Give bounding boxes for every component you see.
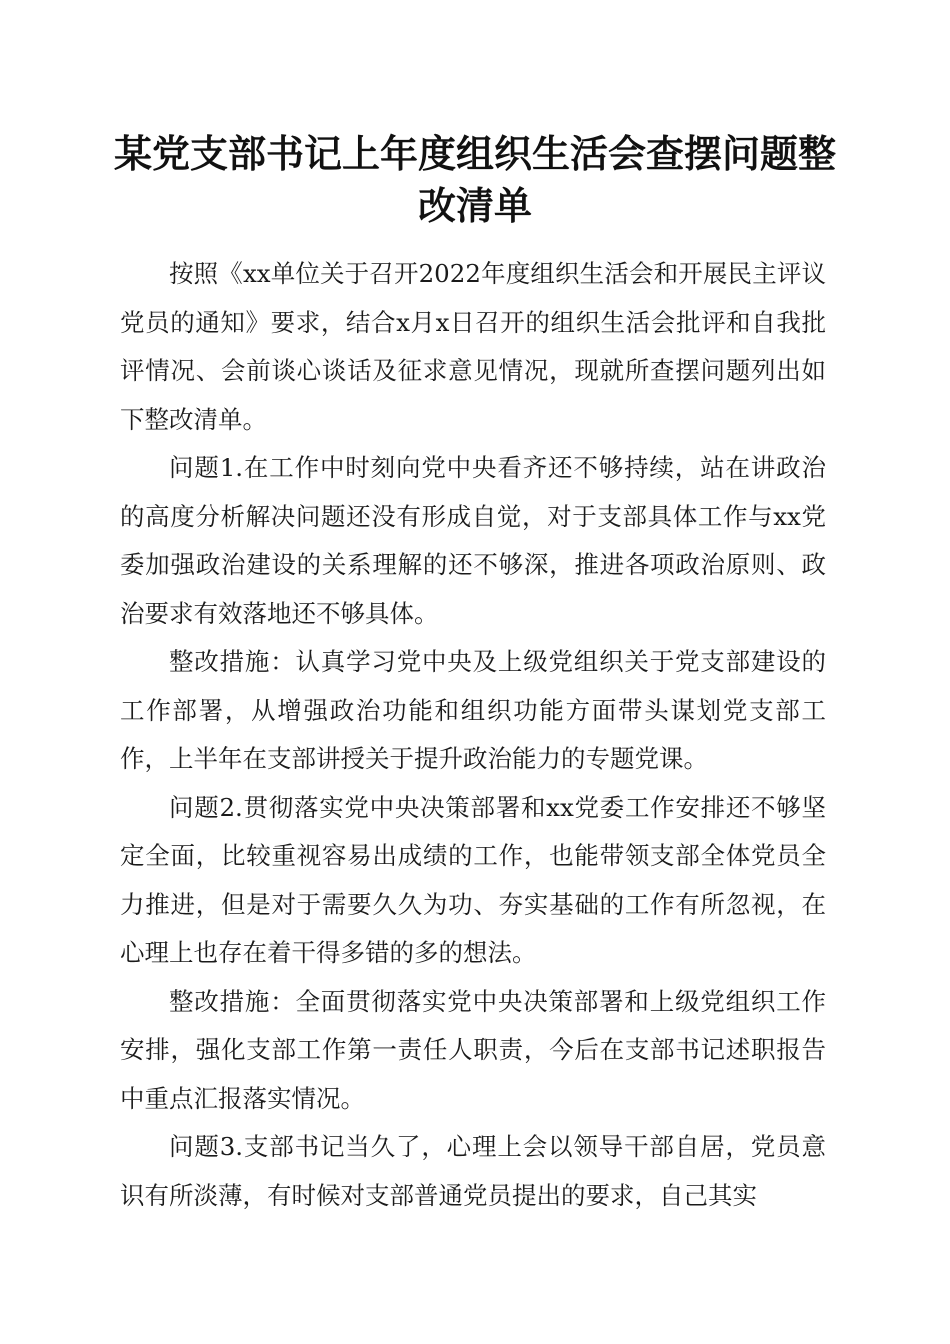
paragraph-measure-1: 整改措施：认真学习党中央及上级党组织关于党支部建设的工作部署，从增强政治功能和组织功能方面带头谋划党支部工作，上半年在支部讲授关于提升政治能力的专题党课。 bbox=[120, 647, 826, 773]
paragraph-intro: 按照《xx单位关于召开2022年度组织生活会和开展民主评议党员的通知》要求，结合x月x日召开的组织生活会批评和自我批评情况、会前谈心谈话及征求意见情况，现就所查摆问题列出如下整改清单。 bbox=[120, 259, 826, 434]
paragraph-problem-2: 问题2.贯彻落实党中央决策部署和xx党委工作安排还不够坚定全面，比较重视容易出成绩的工作，也能带领支部全体党员全力推进，但是对于需要久久为功、夯实基础的工作有所忽视，在心理上也存在着干得多错的多的想法。 bbox=[120, 792, 826, 967]
document-title: 某党支部书记上年度组织生活会查摆问题整改清单 bbox=[113, 131, 836, 228]
paragraph-problem-3: 问题3.支部书记当久了，心理上会以领导干部自居，党员意识有所淡薄，有时候对支部普通党员提出的要求，自己其实 bbox=[120, 1132, 826, 1210]
document-body bbox=[120, 250, 826, 1220]
paragraph-problem-1: 问题1.在工作中时刻向党中央看齐还不够持续，站在讲政治的高度分析解决问题还没有形成自觉，对于支部具体工作与xx党委加强政治建设的关系理解的还不够深，推进各项政治原则、政治要求有效落地还不够具体。 bbox=[120, 453, 826, 628]
paragraph-measure-2: 整改措施：全面贯彻落实党中央决策部署和上级党组织工作安排，强化支部工作第一责任人职责，今后在支部书记述职报告中重点汇报落实情况。 bbox=[120, 986, 826, 1113]
